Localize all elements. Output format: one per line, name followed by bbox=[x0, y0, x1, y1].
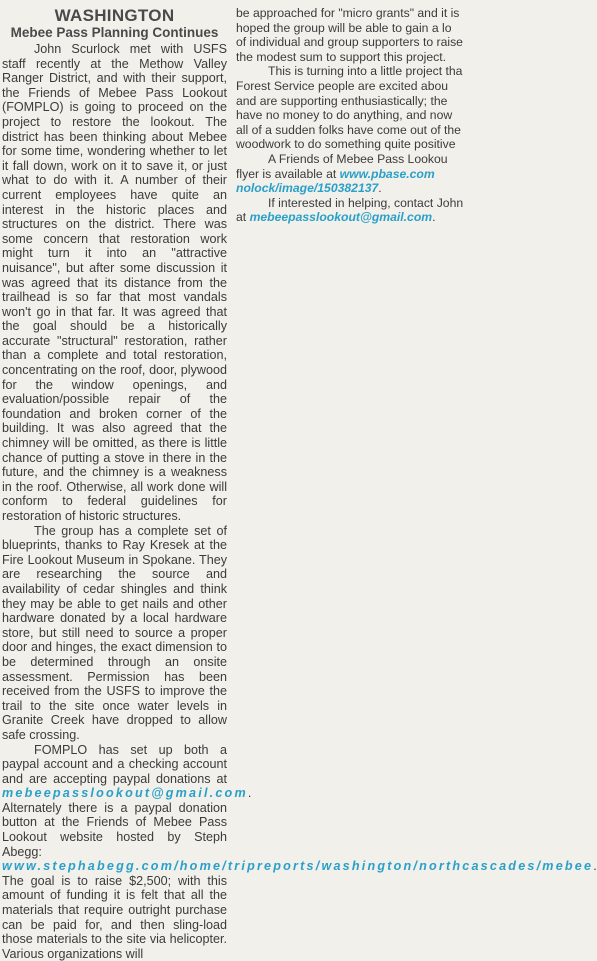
paragraph-3-text-b: . Alternately there is a paypal donation button at the Friends of Mebee Pass Lookout website hosted by Steph Abegg: bbox=[2, 786, 251, 858]
right-line-1: be approached for "micro grants" and it is bbox=[236, 6, 449, 21]
right-line-8: have no money to do anything, and now bbox=[236, 108, 449, 123]
contact-period: . bbox=[432, 210, 435, 224]
flyer-link-part-1[interactable]: www.pbase.com bbox=[340, 167, 435, 181]
donation-email-link[interactable]: mebeepasslookout@gmail.com bbox=[2, 786, 248, 800]
paragraph-3 bbox=[2, 743, 227, 961]
contact-text: at bbox=[236, 210, 246, 224]
right-line-13 bbox=[236, 181, 449, 196]
flyer-text: flyer is available at bbox=[236, 167, 336, 181]
right-line-7: and are supporting enthusiastically; the bbox=[236, 94, 449, 109]
paragraph-2: The group has a complete set of blueprints, thanks to Ray Kresek at the Fire Lookout Museum in Spokane. They are researching the source and availability of cedar shingles and think they may be able to get nails and other hardware donated by a local hardware store, but still need to source a proper door and hinges, the exact dimension to be determined through an onsite assessment. Permission has been received from the USFS to improve the trail to the site once water levels in Granite Creek have dropped to allow safe crossing. bbox=[2, 524, 227, 743]
paragraph-1: John Scurlock met with USFS staff recently at the Methow Valley Ranger District, and with their support, the Friends of Mebee Pass Lookout (FOMPLO) is going to proceed on the project to restore the lookout. The district has been thinking about Mebee for some time, wondering whether to let it fall down, work on it to save it, or just what to do with it. A number of their current employees have quite an interest in the historic places and structures on the district. There was some concern that restoration work might turn it into an "attractive nuisance", but after some discussion it was agreed that its distance from the trailhead is so far that most vandals won't go in that far. It was agreed that the goal should be a historically accurate "structural" restoration, rather than a complete and total restoration, concentrating on the roof, door, plywood for the window openings, and evaluation/possible repair of the foundation and broken corner of the building. It was also agreed that the chimney will be omitted, as there is little chance of putting a stove in there in the future, and the chimney is a weakness in the roof. Otherwise, all work done will conform to federal guidelines for restoration of historic structures. bbox=[2, 42, 227, 524]
article-title: Mebee Pass Planning Continues bbox=[2, 25, 227, 41]
right-line-11: A Friends of Mebee Pass Lookou bbox=[236, 152, 449, 167]
section-heading: WASHINGTON bbox=[2, 6, 227, 25]
right-line-4: the modest sum to support this project. bbox=[236, 50, 449, 65]
flyer-link-part-2[interactable]: nolock/image/150382137 bbox=[236, 181, 378, 195]
right-line-12 bbox=[236, 167, 449, 182]
right-line-5: This is turning into a little project tha bbox=[236, 64, 449, 79]
right-line-6: Forest Service people are excited abou bbox=[236, 79, 449, 94]
right-line-3: of individual and group supporters to raise bbox=[236, 35, 449, 50]
paragraph-3-text-a: FOMPLO has set up both a paypal account and a checking account and are accepting paypal donations at bbox=[2, 743, 227, 786]
paragraph-3-text-c: . The goal is to raise $2,500; with this amount of funding it is felt that all the materials that require outright purchase can be paid for, and then sling-load those materials to the site via helicopter. Various organizations will bbox=[2, 859, 597, 961]
contact-email-link[interactable]: mebeepasslookout@gmail.com bbox=[250, 210, 433, 224]
right-line-10: woodwork to do something quite positive bbox=[236, 137, 449, 152]
right-column bbox=[236, 6, 449, 225]
flyer-period: . bbox=[378, 181, 381, 195]
website-link[interactable]: www.stephabegg.com/home/tripreports/washington/northcascades/mebee bbox=[2, 859, 593, 873]
left-column bbox=[2, 6, 227, 961]
right-line-9: all of a sudden folks have come out of the bbox=[236, 123, 449, 138]
right-line-14: If interested in helping, contact John bbox=[236, 196, 449, 211]
right-line-15 bbox=[236, 210, 449, 225]
right-line-2: hoped the group will be able to gain a lo bbox=[236, 21, 449, 36]
